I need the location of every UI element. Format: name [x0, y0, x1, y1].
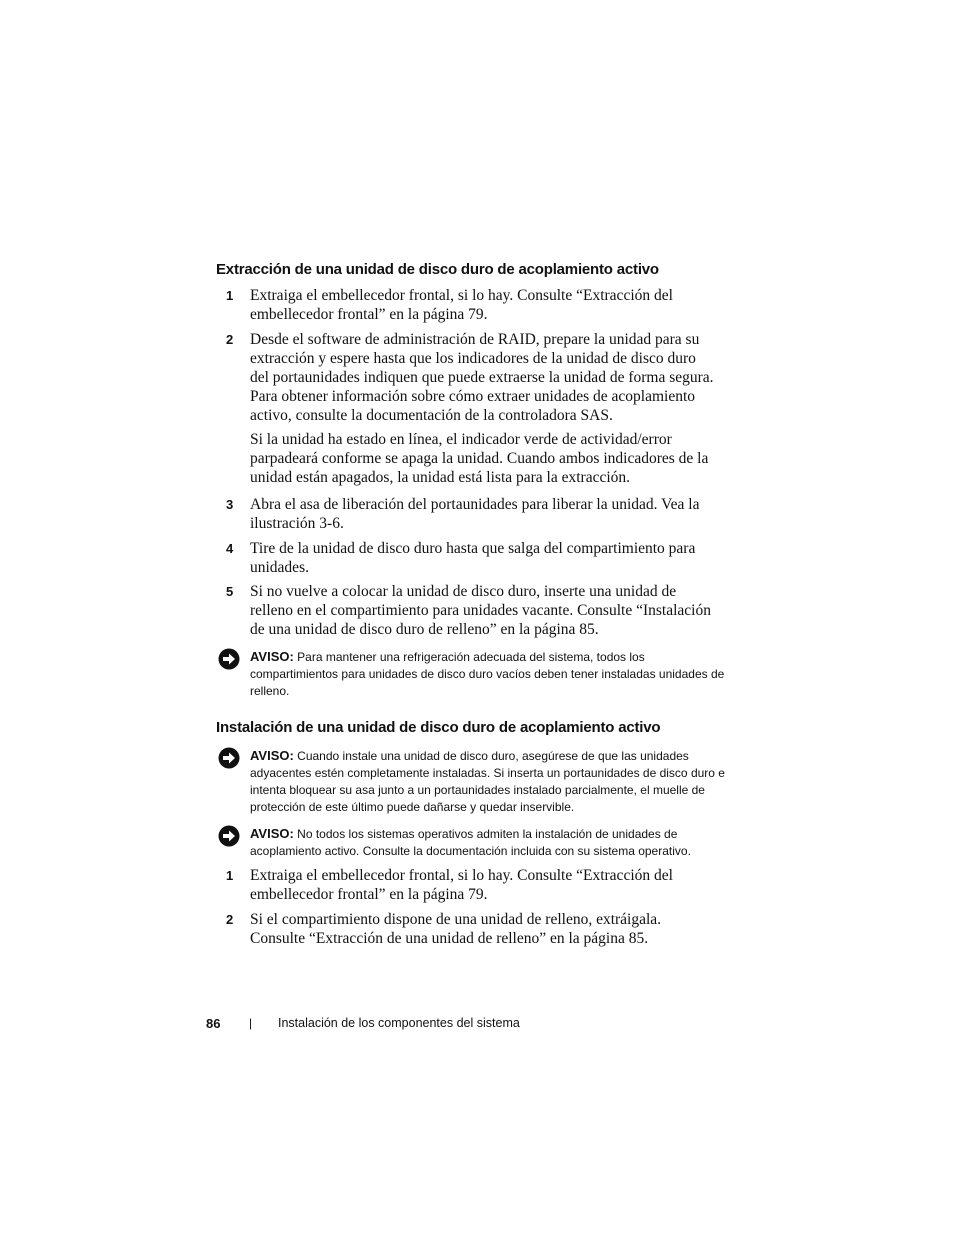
notice-text — [250, 747, 725, 816]
notice-text — [250, 825, 725, 860]
notice-text — [250, 648, 725, 700]
step-text: Abra el asa de liberación del portaunidades para liberar la unidad. Vea la ilustración 3-6. — [250, 496, 700, 532]
step-number: 5 — [226, 584, 234, 599]
notice-label: AVISO: — [250, 748, 294, 763]
step-text: Desde el software de administración de RAID, prepare la unidad para su extracción y espere hasta que los indicadores de la unidad de disco duro del portaunidades indiquen que puede extraerse la unidad de forma segura. Para obtener información sobre cómo extraer unidades de acoplamiento activo, consulte la documentación de la controladora SAS. — [250, 331, 714, 424]
section-heading-removal: Extracción de una unidad de disco duro de acoplamiento activo — [216, 261, 659, 278]
step-number: 1 — [226, 288, 234, 303]
step-number: 3 — [226, 497, 234, 512]
notice-arrow-icon — [218, 648, 240, 670]
notice-label: AVISO: — [250, 649, 294, 664]
step-number: 2 — [226, 332, 234, 347]
step-text: Tire de la unidad de disco duro hasta que salga del compartimiento para unidades. — [250, 540, 696, 576]
step-number: 1 — [226, 868, 234, 883]
step-note-paragraph: Si la unidad ha estado en línea, el indicador verde de actividad/error parpadeará conforme se apaga la unidad. Cuando ambos indicadores de la unidad están apagados, la unidad está lista para la extracción. — [250, 431, 709, 486]
page-number: 86 — [206, 1016, 221, 1031]
footer-separator: | — [249, 1016, 253, 1030]
step-text: Extraiga el embellecedor frontal, si lo hay. Consulte “Extracción del embellecedor frontal” en la página 79. — [250, 287, 673, 323]
notice-label: AVISO: — [250, 826, 294, 841]
notice-body: No todos los sistemas operativos admiten la instalación de unidades de acoplamiento activo. Consulte la documentación incluida con su sistema operativo. — [250, 827, 691, 858]
footer-chapter-title: Instalación de los componentes del sistema — [278, 1016, 520, 1030]
step-number: 4 — [226, 541, 234, 556]
step-text: Extraiga el embellecedor frontal, si lo hay. Consulte “Extracción del embellecedor frontal” en la página 79. — [250, 867, 673, 903]
step-number: 2 — [226, 912, 234, 927]
step-text: Si el compartimiento dispone de una unidad de relleno, extráigala. Consulte “Extracción de una unidad de relleno” en la página 85. — [250, 911, 662, 947]
notice-arrow-icon — [218, 825, 240, 847]
section-heading-installation: Instalación de una unidad de disco duro de acoplamiento activo — [216, 719, 661, 736]
notice-body: Para mantener una refrigeración adecuada del sistema, todos los compartimientos para unidades de disco duro vacíos deben tener instaladas unidades de relleno. — [250, 650, 725, 698]
notice-body: Cuando instale una unidad de disco duro, asegúrese de que las unidades adyacentes estén completamente instaladas. Si inserta un portaunidades de disco duro e intenta bloquear su asa junto a un portaunidades instalado parcialmente, el muelle de protección de este último puede dañarse y quedar inservible. — [250, 749, 725, 814]
notice-arrow-icon — [218, 747, 240, 769]
step-text: Si no vuelve a colocar la unidad de disco duro, inserte una unidad de relleno en el compartimiento para unidades vacante. Consulte “Instalación de una unidad de disco duro de relleno” en la página 85. — [250, 583, 711, 638]
